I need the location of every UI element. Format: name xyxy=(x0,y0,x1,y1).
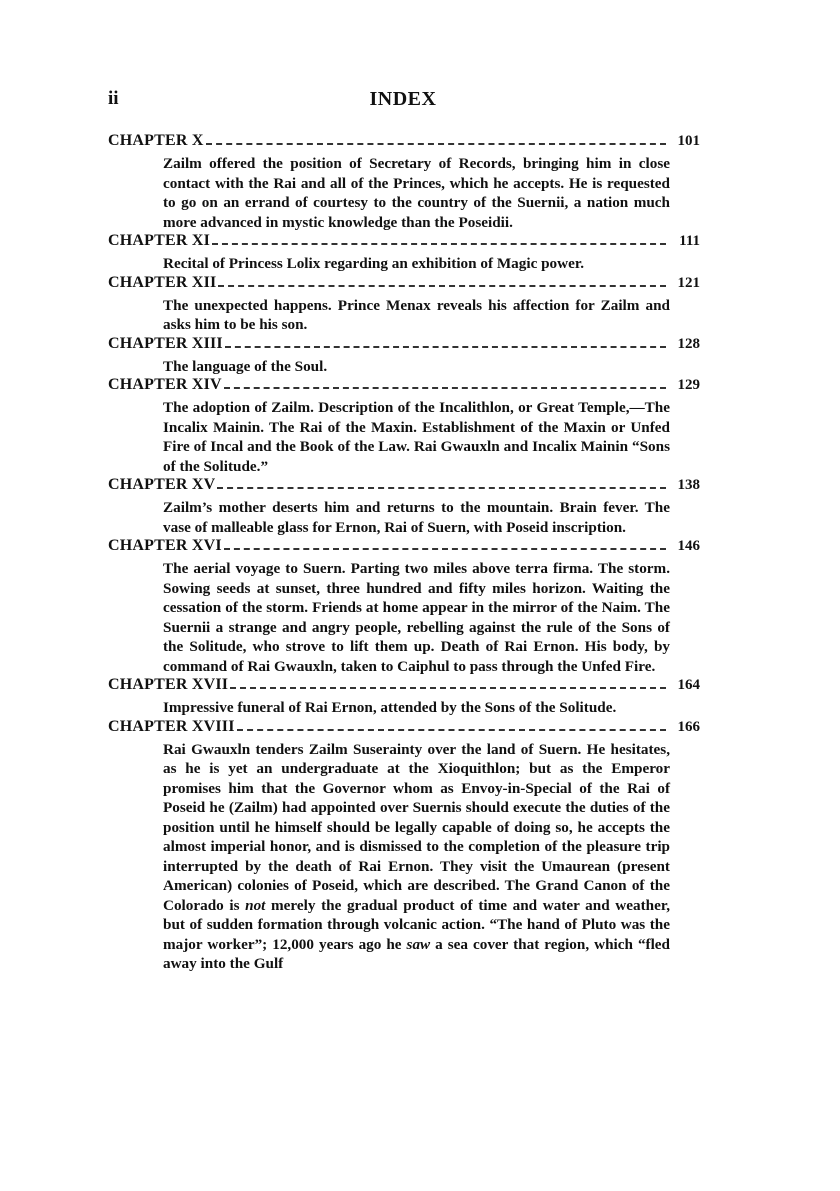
chapter-summary xyxy=(163,740,670,974)
chapter-summary: Impressive funeral of Rai Ernon, attended by the Sons of the Solitude. xyxy=(163,699,617,716)
chapter-page-number: 138 xyxy=(677,477,700,493)
dot-leader xyxy=(230,687,666,689)
chapter-heading xyxy=(108,274,700,296)
chapter-heading xyxy=(108,335,700,357)
chapter-heading xyxy=(108,537,700,559)
dot-leader xyxy=(217,487,666,489)
chapter-heading xyxy=(108,476,700,498)
dot-leader xyxy=(218,285,666,287)
chapter-title: CHAPTER XIV xyxy=(108,376,222,393)
chapter-title: CHAPTER XII xyxy=(108,273,217,291)
chapter-page-number: 146 xyxy=(677,538,700,554)
chapter-title: CHAPTER XVIII xyxy=(108,717,235,735)
dot-leader xyxy=(224,387,666,389)
dot-leader xyxy=(206,143,666,145)
chapter-title: CHAPTER XI xyxy=(108,232,211,249)
dot-leader xyxy=(225,346,666,348)
page-header xyxy=(108,88,698,114)
chapter-page-number: 166 xyxy=(677,718,700,735)
chapter-entry xyxy=(108,132,700,232)
chapter-entry xyxy=(108,476,700,537)
chapter-entry xyxy=(108,232,700,274)
chapter-list xyxy=(108,132,700,974)
chapter-entry xyxy=(108,718,700,974)
chapter-entry xyxy=(108,335,700,377)
chapter-heading xyxy=(108,718,700,740)
chapter-summary: Zailm offered the position of Secretary of Records, bringing him in close contact with the Rai and all of the Princes, which he accepts. He is requested to go on an errand of courtesy to the country of the Suernii, a nation much more advanced in mystic knowledge than the Poseidii. xyxy=(163,155,670,231)
summary-emphasis: not xyxy=(245,896,266,914)
chapter-heading xyxy=(108,676,700,698)
dot-leader xyxy=(237,729,666,731)
chapter-entry xyxy=(108,676,700,718)
chapter-title: CHAPTER XVII xyxy=(108,676,229,693)
chapter-title: CHAPTER XV xyxy=(108,476,216,493)
summary-text: merely the gradual product of time and water and weather, but of sudden formation through volcanic action. “The hand of Pluto was the major worker”; 12,000 years ago he xyxy=(163,896,670,953)
chapter-page-number: 164 xyxy=(677,677,700,693)
chapter-entry xyxy=(108,537,700,676)
chapter-summary: Recital of Princess Lolix regarding an exhibition of Magic power. xyxy=(163,255,584,272)
chapter-heading xyxy=(108,232,700,254)
chapter-page-number: 128 xyxy=(677,335,700,352)
summary-emphasis: saw xyxy=(406,935,431,953)
page-title: INDEX xyxy=(369,88,437,110)
chapter-summary: Zailm’s mother deserts him and returns to the mountain. Brain fever. The vase of malleable glass for Ernon, Rai of Suern, with Poseid inscription. xyxy=(163,499,670,536)
summary-text: a sea cover that region, which “fled away into the Gulf xyxy=(163,935,670,972)
chapter-entry xyxy=(108,274,700,335)
chapter-summary: The language of the Soul. xyxy=(163,357,328,375)
chapter-page-number: 101 xyxy=(677,133,700,149)
chapter-page-number: 121 xyxy=(677,274,700,291)
page-number: ii xyxy=(108,88,119,109)
dot-leader xyxy=(224,548,666,550)
chapter-summary: The adoption of Zailm. Description of the Incalithlon, or Great Temple,—The Incalix Mainin. The Rai of the Maxin. Establishment of the Maxin or Unfed Fire of Incal and the Book of the Law. Rai Gwauxln and Incalix Mainin “Sons of the Solitude.” xyxy=(163,399,670,475)
chapter-title: CHAPTER XIII xyxy=(108,334,223,352)
chapter-entry xyxy=(108,376,700,476)
summary-text: Rai Gwauxln tenders Zailm Suserainty over the land of Suern. He hesitates, as he is yet an undergraduate at the Xioquithlon; but as the Emperor promises him that the Governor whom as Envoy-in-Special of the Rai of Poseid he (Zailm) had appointed over Suernis should execute the duties of the position until he himself should be legally capable of doing so, he accepts the almost imperial honor, and is dismissed to the completion of the pleasure trip interrupted by the death of Rai Ernon. They visit the Umaurean (present American) colonies of Poseid, which are described. The Grand Canon of the Colorado is xyxy=(163,740,670,914)
dot-leader xyxy=(212,243,666,245)
chapter-page-number: 111 xyxy=(679,233,700,249)
chapter-heading xyxy=(108,132,700,154)
chapter-page-number: 129 xyxy=(677,377,700,393)
chapter-summary: The aerial voyage to Suern. Parting two miles above terra firma. The storm. Sowing seeds at sunset, three hundred and fifty miles horizon. Waiting the cessation of the storm. Friends at home appear in the mirror of the Naim. The Suernii a strange and angry people, rebelling against the rule of the Sons of the Solitude, who strove to lift them up. Death of Rai Ernon. His body, by command of Rai Gwauxln, taken to Caiphul to pass through the Unfed Fire. xyxy=(163,560,670,675)
chapter-heading xyxy=(108,376,700,398)
chapter-title: CHAPTER XVI xyxy=(108,537,222,554)
chapter-title: CHAPTER X xyxy=(108,132,204,149)
chapter-summary: The unexpected happens. Prince Menax reveals his affection for Zailm and asks him to be his son. xyxy=(163,296,670,333)
